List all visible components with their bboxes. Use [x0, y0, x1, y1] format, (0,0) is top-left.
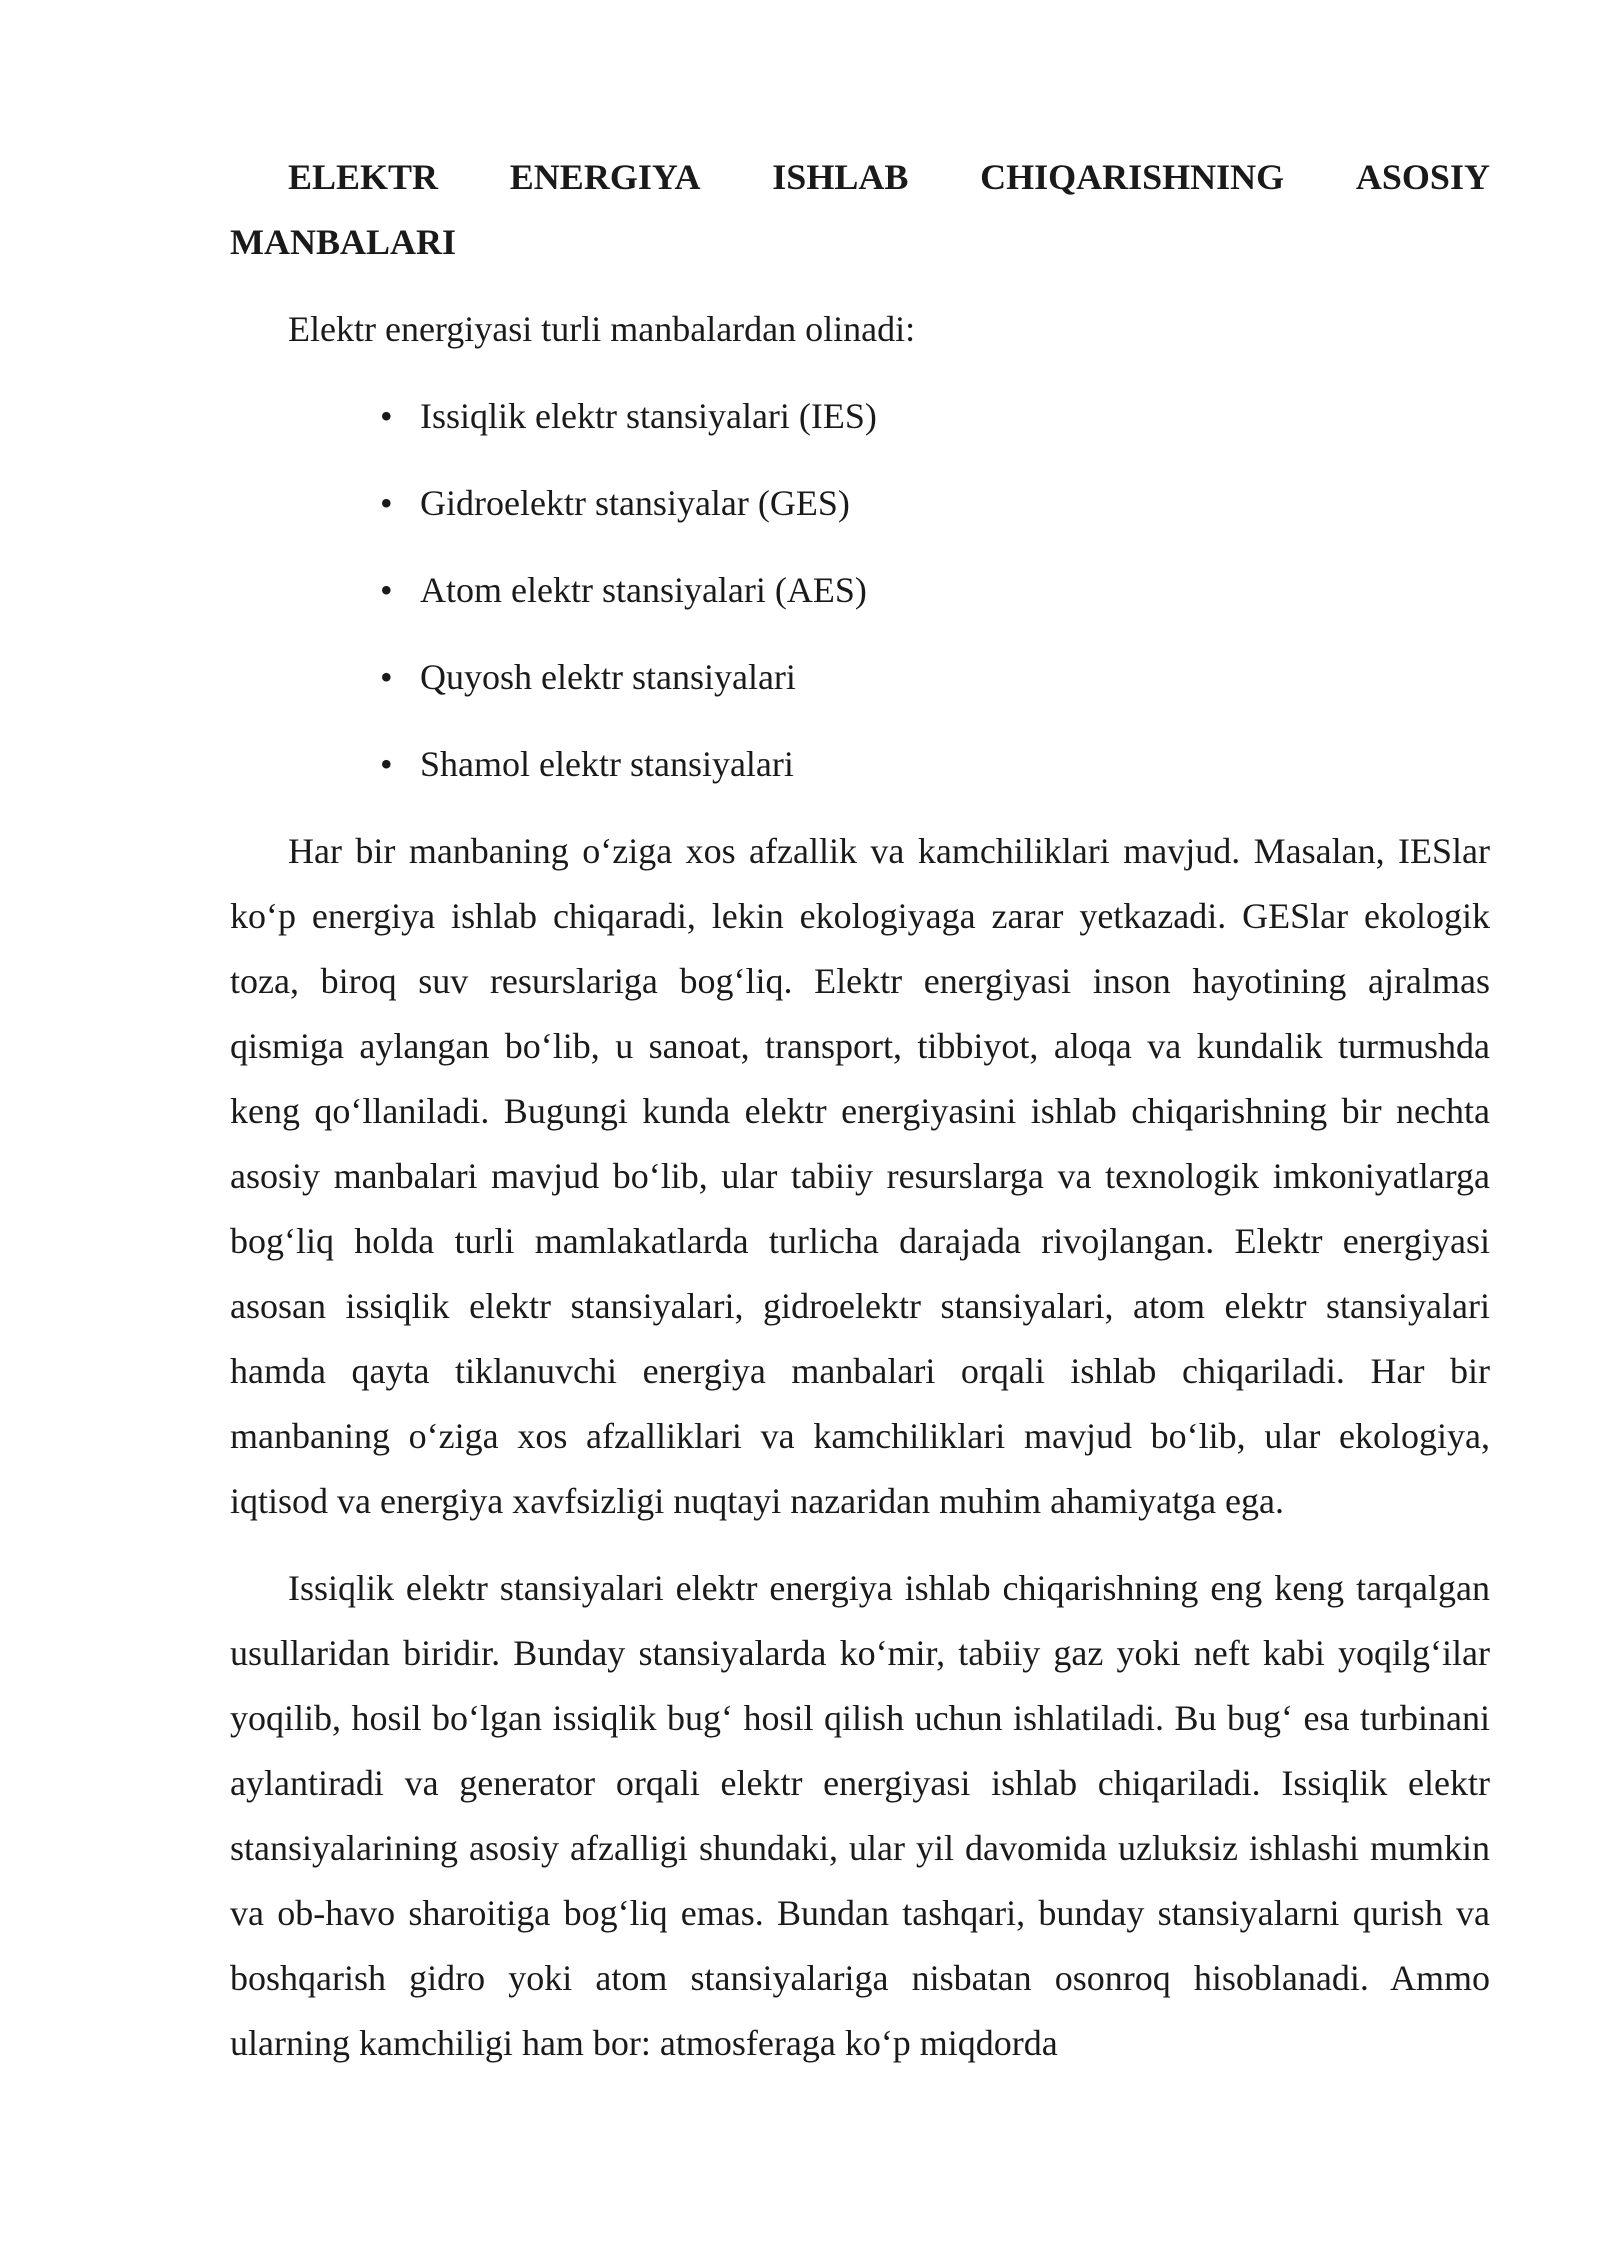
list-item-text: Gidroelektr stansiyalar (GES) [420, 483, 850, 523]
list-item-text: Atom elektr stansiyalari (AES) [420, 570, 867, 610]
bullet-icon: • [380, 483, 393, 523]
title-word: ASOSIY [1355, 157, 1490, 197]
list-item [230, 645, 1490, 710]
energy-source-list [230, 384, 1490, 797]
body-paragraph-1: Har bir manbaning o‘ziga xos afzallik va kamchiliklari mavjud. Masalan, IESlar ko‘p energiya ishlab chiqaradi, lekin ekologiyaga zarar yetkazadi. GESlar ekologik toza, biroq suv resurslariga bog‘liq. Elektr energiyasi inson hayotining ajralmas qismiga aylangan bo‘lib, u sanoat, transport, tibbiyot, aloqa va kundalik turmushda keng qo‘llaniladi. Bugungi kunda elektr energiyasini ishlab chiqarishning bir nechta asosiy manbalari mavjud bo‘lib, ular tabiiy resurslarga va texnologik imkoniyatlarga bog‘liq holda turli mamlakatlarda turlicha darajada rivojlangan. Elektr energiyasi asosan issiqlik elektr stansiyalari, gidroelektr stansiyalari, atom elektr stansiyalari hamda qayta tiklanuvchi energiya manbalari orqali ishlab chiqariladi. Har bir manbaning o‘ziga xos afzalliklari va kamchiliklari mavjud bo‘lib, ular ekologiya, iqtisod va energiya xavfsizligi nuqtayi nazaridan muhim ahamiyatga ega. [230, 831, 1490, 1521]
list-item [230, 384, 1490, 449]
title-word: ELEKTR [288, 157, 439, 197]
bullet-icon: • [380, 396, 393, 436]
bullet-icon: • [380, 657, 393, 697]
bullet-icon: • [380, 744, 393, 784]
list-item-text: Shamol elektr stansiyalari [420, 744, 794, 784]
list-item [230, 558, 1490, 623]
document-title-line-1 [288, 145, 1490, 210]
list-item [230, 732, 1490, 797]
list-item-text: Issiqlik elektr stansiyalari (IES) [420, 396, 877, 436]
title-word: ISHLAB [772, 157, 909, 197]
list-item [230, 471, 1490, 536]
document-title-line-2: MANBALARI [230, 222, 457, 262]
body-paragraph-2: Issiqlik elektr stansiyalari elektr energiya ishlab chiqarishning eng keng tarqalgan usullaridan biridir. Bunday stansiyalarda ko‘mir, tabiiy gaz yoki neft kabi yoqilg‘ilar yoqilib, hosil bo‘lgan issiqlik bug‘ hosil qilish uchun ishlatiladi. Bu bug‘ esa turbinani aylantiradi va generator orqali elektr energiyasi ishlab chiqariladi. Issiqlik elektr stansiyalarining asosiy afzalligi shundaki, ular yil davomida uzluksiz ishlashi mumkin va ob-havo sharoitiga bog‘liq emas. Bundan tashqari, bunday stansiyalarni qurish va boshqarish gidro yoki atom stansiyalariga nisbatan osonroq hisoblanadi. Ammo ularning kamchiligi ham bor: atmosferaga ko‘p miqdorda [230, 1568, 1490, 2063]
bullet-icon: • [380, 570, 393, 610]
document-page [230, 145, 1490, 2076]
title-word: ENERGIYA [509, 157, 701, 197]
list-item-text: Quyosh elektr stansiyalari [420, 657, 796, 697]
intro-text: Elektr energiyasi turli manbalardan olinadi: [288, 309, 916, 349]
title-word: CHIQARISHNING [980, 157, 1285, 197]
